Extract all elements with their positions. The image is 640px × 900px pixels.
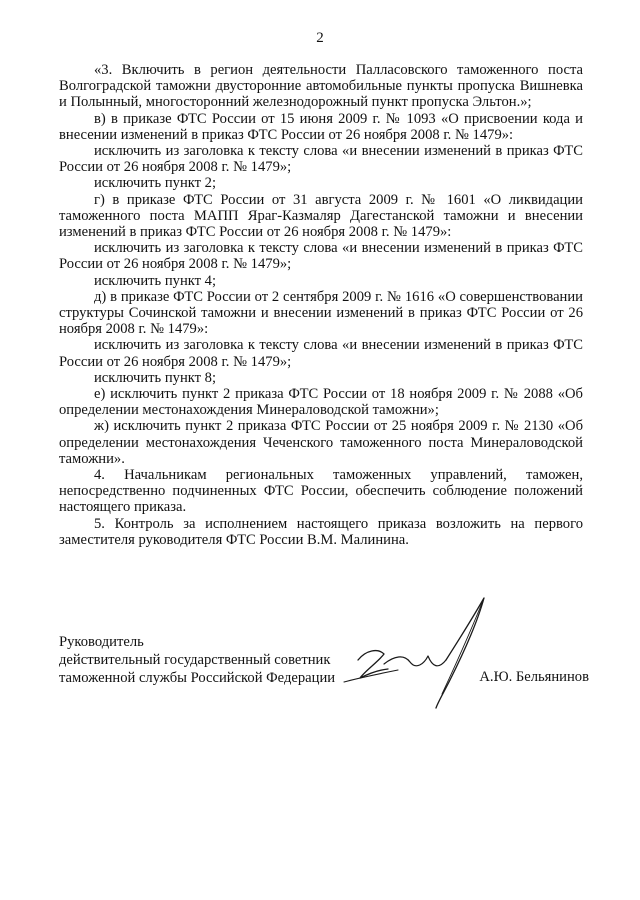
signer-name: А.Ю. Бельянинов: [479, 669, 589, 685]
paragraph-exclude-title-words: исключить из заголовка к тексту слова «и внесении изменений в приказ ФТС России от 26 ноября 2008 г. № 1479»;: [59, 337, 583, 370]
paragraph-subitem-d: д) в приказе ФТС России от 2 сентября 2009 г. № 1616 «О совершенствовании структуры Сочинской таможни и внесении изменений в приказ ФТС России от 26 ноября 2008 г. № 1479»:: [59, 288, 583, 338]
paragraph-subitem-e: е) исключить пункт 2 приказа ФТС России от 18 ноября 2009 г. № 2088 «Об определении местонахождения Минераловодской таможни»;: [59, 386, 583, 419]
paragraph-item-5: 5. Контроль за исполнением настоящего приказа возложить на первого заместителя руководителя ФТС России В.М. Малинина.: [59, 515, 583, 548]
document-body: [59, 62, 583, 548]
paragraph-exclude-point: исключить пункт 4;: [94, 272, 217, 289]
paragraph-item-4: 4. Начальникам региональных таможенных управлений, таможен, непосредственно подчиненных ФТС России, обеспечить соблюдение положений настоящего приказа.: [59, 467, 583, 516]
signer-rank-service: таможенной службы Российской Федерации: [59, 670, 336, 686]
paragraph-item-3-amendment: «3. Включить в регион деятельности Палласовского таможенного поста Волгоградской таможни двусторонние автомобильные пункты пропуска Вишневка и Полынный, многосторонний железнодорожный пункт пропуска Эльтон.»;: [59, 62, 583, 111]
paragraph-subitem-zh: ж) исключить пункт 2 приказа ФТС России от 25 ноября 2009 г. № 2130 «Об определении местонахождения Чеченского таможенного поста Минераловодской таможни».: [59, 418, 583, 467]
paragraph-subitem-g: г) в приказе ФТС России от 31 августа 2009 г. № 1601 «О ликвидации таможенного поста МАПП Яраг-Казмаляр Дагестанской таможни и внесении изменений в приказ ФТС России от 26 ноября 2008 г. № 1479»:: [59, 191, 583, 241]
paragraph-exclude-point: исключить пункт 8;: [94, 369, 217, 386]
signer-rank: действительный государственный советник: [59, 652, 331, 668]
paragraph-exclude-title-words: исключить из заголовка к тексту слова «и внесении изменений в приказ ФТС России от 26 ноября 2008 г. № 1479»;: [59, 240, 583, 273]
paragraph-exclude-title-words: исключить из заголовка к тексту слова «и внесении изменений в приказ ФТС России от 26 ноября 2008 г. № 1479»;: [59, 143, 583, 176]
page-number: 2: [316, 30, 324, 46]
signer-position: Руководитель: [59, 634, 144, 650]
paragraph-exclude-point: исключить пункт 2;: [94, 175, 217, 192]
signature-block: [59, 633, 589, 713]
paragraph-subitem-v: в) в приказе ФТС России от 15 июня 2009 г. № 1093 «О присвоении кода и внесении изменений в приказ ФТС России от 26 ноября 2008 г. № 1479»:: [59, 110, 583, 143]
